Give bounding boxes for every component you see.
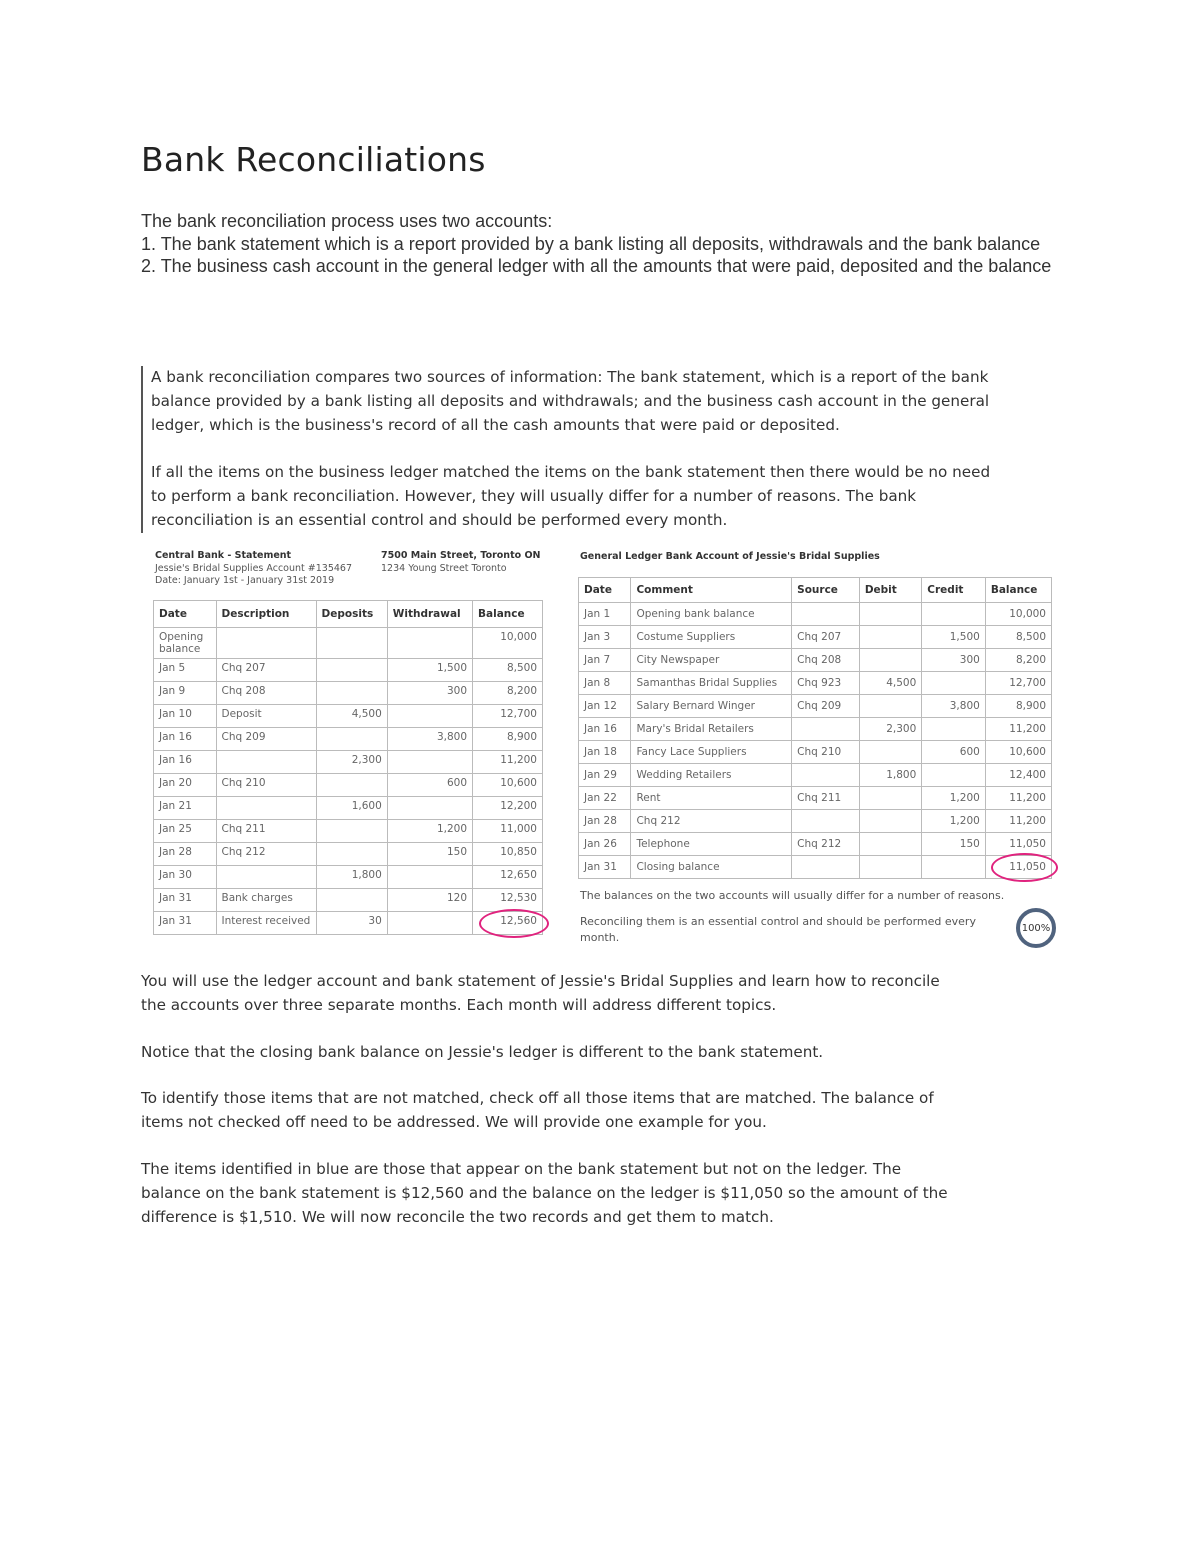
body-paragraph: To identify those items that are not matched, check off all those items that are matched. The balance of items not checked off need to be addressed. We will provide one example for you. — [141, 1089, 934, 1132]
ledger-table-cell — [792, 603, 860, 626]
ledger-table-cell: Chq 212 — [631, 810, 792, 833]
bank-table-cell: Jan 21 — [154, 797, 217, 820]
ledger-table-cell: 150 — [922, 833, 986, 856]
bank-table-row — [154, 889, 543, 912]
bank-table-cell: Deposit — [216, 705, 316, 728]
ledger-table-cell: Jan 1 — [579, 603, 631, 626]
ledger-table-cell — [859, 856, 921, 879]
ledger-table-cell: Chq 208 — [792, 649, 860, 672]
bank-table-cell — [216, 797, 316, 820]
ledger-table-cell: Jan 22 — [579, 787, 631, 810]
bank-table-cell: Chq 208 — [216, 682, 316, 705]
ledger-table-cell: Jan 12 — [579, 695, 631, 718]
bank-table-cell: Chq 210 — [216, 774, 316, 797]
ledger-table-row — [579, 833, 1052, 856]
bank-table-cell: 3,800 — [387, 728, 472, 751]
bank-table-cell: 12,560 — [473, 912, 543, 935]
bank-table-cell — [216, 751, 316, 774]
bank-table-cell — [387, 797, 472, 820]
bank-table-cell: 30 — [316, 912, 387, 935]
bank-table-cell: 4,500 — [316, 705, 387, 728]
highlight-circle — [479, 909, 549, 938]
ledger-table-cell: Samanthas Bridal Supplies — [631, 672, 792, 695]
bank-table-cell: 2,300 — [316, 751, 387, 774]
bank-table-cell: 12,700 — [473, 705, 543, 728]
ledger-table-cell: 11,050 — [985, 856, 1051, 879]
bank-table-cell — [216, 866, 316, 889]
ledger-table-cell — [859, 649, 921, 672]
bank-table-cell: Interest received — [216, 912, 316, 935]
ledger-table-cell: 10,000 — [985, 603, 1051, 626]
ledger-column-header: Credit — [922, 578, 986, 603]
ledger-table-cell: Mary's Bridal Retailers — [631, 718, 792, 741]
ledger-table-cell: 3,800 — [922, 695, 986, 718]
bank-column-header: Balance — [473, 601, 543, 628]
general-ledger — [578, 548, 1058, 946]
bank-table-cell — [387, 751, 472, 774]
ledger-table-cell: Jan 18 — [579, 741, 631, 764]
ledger-table-cell — [922, 718, 986, 741]
bank-table-cell: Jan 28 — [154, 843, 217, 866]
body-text — [141, 970, 961, 1252]
ledger-table-row — [579, 741, 1052, 764]
bank-table-cell: 150 — [387, 843, 472, 866]
ledger-table — [578, 577, 1052, 879]
bank-table-cell: 600 — [387, 774, 472, 797]
ledger-table-row — [579, 672, 1052, 695]
bank-table-cell: Jan 20 — [154, 774, 217, 797]
ledger-table-cell: 11,050 — [985, 833, 1051, 856]
ledger-table-cell: 12,400 — [985, 764, 1051, 787]
ledger-table-cell — [922, 603, 986, 626]
bank-table-cell: Jan 30 — [154, 866, 217, 889]
bank-table-cell: Jan 25 — [154, 820, 217, 843]
ledger-column-header: Date — [579, 578, 631, 603]
ledger-note: The balances on the two accounts will usually differ for a number of reasons. — [580, 889, 1005, 902]
ledger-table-cell: 11,200 — [985, 787, 1051, 810]
ledger-table-cell: Jan 16 — [579, 718, 631, 741]
ledger-table-cell: 12,700 — [985, 672, 1051, 695]
bank-table-row — [154, 843, 543, 866]
bank-table-cell: Chq 212 — [216, 843, 316, 866]
ledger-table-row — [579, 603, 1052, 626]
bank-table-cell: 1,500 — [387, 659, 472, 682]
bank-table-cell: 1,600 — [316, 797, 387, 820]
ledger-table-cell: 1,500 — [922, 626, 986, 649]
ledger-note: Reconciling them is an essential control and should be performed every month. — [580, 915, 976, 944]
bank-table-cell: Chq 207 — [216, 659, 316, 682]
bank-table-cell: 11,000 — [473, 820, 543, 843]
bank-table-row — [154, 659, 543, 682]
ledger-table-cell: Chq 207 — [792, 626, 860, 649]
body-paragraph: You will use the ledger account and bank statement of Jessie's Bridal Supplies and learn how to reconcile the accounts over three separate months. Each month will address different topics. — [141, 972, 940, 1014]
ledger-table-cell — [792, 764, 860, 787]
ledger-table-cell: Jan 3 — [579, 626, 631, 649]
bank-table-cell — [316, 659, 387, 682]
ledger-table-cell: 1,200 — [922, 810, 986, 833]
bank-table-cell: 300 — [387, 682, 472, 705]
ledger-table-cell — [922, 764, 986, 787]
bank-table-cell: 12,650 — [473, 866, 543, 889]
ledger-table-row — [579, 695, 1052, 718]
ledger-table-cell — [922, 672, 986, 695]
bank-table-cell: 120 — [387, 889, 472, 912]
ledger-table-cell: Telephone — [631, 833, 792, 856]
bank-column-header: Date — [154, 601, 217, 628]
bank-table-cell: Jan 9 — [154, 682, 217, 705]
ledger-table-cell: City Newspaper — [631, 649, 792, 672]
bank-table-cell: 10,000 — [473, 628, 543, 659]
ledger-table-cell: Chq 209 — [792, 695, 860, 718]
ledger-table-row — [579, 810, 1052, 833]
ledger-table-cell: Jan 29 — [579, 764, 631, 787]
ledger-table-cell: Jan 31 — [579, 856, 631, 879]
ledger-table-cell: 8,500 — [985, 626, 1051, 649]
bank-table-cell: Chq 211 — [216, 820, 316, 843]
bank-table-row — [154, 866, 543, 889]
bank-table-row — [154, 774, 543, 797]
bank-table-cell — [316, 843, 387, 866]
bank-table-cell: Jan 31 — [154, 912, 217, 935]
ledger-table-cell: Opening bank balance — [631, 603, 792, 626]
body-paragraph: The items identified in blue are those that appear on the bank statement but not on the ledger. The balance on the bank statement is $12,560 and the balance on the ledger is $11,050 so the amount of the difference is $1,510. We will now reconcile the two records and get them to match. — [141, 1159, 948, 1226]
bank-column-header: Withdrawal — [387, 601, 472, 628]
bank-table-row — [154, 682, 543, 705]
ledger-table-cell — [792, 810, 860, 833]
ledger-table-cell: Chq 212 — [792, 833, 860, 856]
ledger-table-cell: Closing balance — [631, 856, 792, 879]
ledger-table-row — [579, 856, 1052, 879]
ledger-title: General Ledger Bank Account of Jessie's Bridal Supplies — [580, 551, 880, 562]
bank-address-2: 1234 Young Street Toronto — [381, 562, 507, 574]
ledger-table-cell: 600 — [922, 741, 986, 764]
bank-column-header: Description — [216, 601, 316, 628]
ledger-table-cell: 11,200 — [985, 718, 1051, 741]
ledger-column-header: Comment — [631, 578, 792, 603]
bank-table-cell — [387, 628, 472, 659]
ledger-table-cell: 2,300 — [859, 718, 921, 741]
ledger-table-cell — [859, 741, 921, 764]
ledger-table-cell: Salary Bernard Winger — [631, 695, 792, 718]
bank-table-row — [154, 628, 543, 659]
bank-table-cell — [216, 628, 316, 659]
ledger-table-cell: 4,500 — [859, 672, 921, 695]
ledger-table-cell: 8,900 — [985, 695, 1051, 718]
bank-table-row — [154, 728, 543, 751]
ledger-column-header: Source — [792, 578, 860, 603]
bank-table-cell: Chq 209 — [216, 728, 316, 751]
body-paragraph: Notice that the closing bank balance on Jessie's ledger is different to the bank statement. — [141, 1042, 824, 1061]
ledger-table-cell: Fancy Lace Suppliers — [631, 741, 792, 764]
intro-line: 2. The business cash account in the general ledger with all the amounts that were paid, deposited and the balance — [141, 256, 1052, 277]
bank-table-cell: Jan 31 — [154, 889, 217, 912]
bank-table-cell — [316, 889, 387, 912]
bank-table-cell — [316, 774, 387, 797]
bank-table-row — [154, 797, 543, 820]
ledger-table-cell: 10,600 — [985, 741, 1051, 764]
ledger-table-row — [579, 649, 1052, 672]
bank-statement-header — [153, 548, 545, 600]
intro-text — [141, 210, 1071, 278]
ledger-table-cell: Jan 8 — [579, 672, 631, 695]
ledger-table-cell — [859, 787, 921, 810]
bank-table-cell — [387, 866, 472, 889]
ledger-table-cell: 300 — [922, 649, 986, 672]
ledger-table-cell: 8,200 — [985, 649, 1051, 672]
bank-table-cell: 12,530 — [473, 889, 543, 912]
ledger-table-cell: Jan 28 — [579, 810, 631, 833]
ledger-table-cell: Chq 211 — [792, 787, 860, 810]
bank-table-cell: 1,200 — [387, 820, 472, 843]
ledger-table-cell: 1,200 — [922, 787, 986, 810]
ledger-table-row — [579, 787, 1052, 810]
page-title: Bank Reconciliations — [141, 140, 486, 179]
bank-table-row — [154, 705, 543, 728]
ledger-table-cell: Jan 7 — [579, 649, 631, 672]
bank-table-cell: 10,600 — [473, 774, 543, 797]
bank-account: Jessie's Bridal Supplies Account #135467 — [155, 562, 352, 574]
quote-paragraph: If all the items on the business ledger matched the items on the bank statement then there would be no need to perform a bank reconciliation. However, they will usually differ for a number of reasons. The bank reconciliation is an essential control and should be performed every month. — [151, 463, 991, 529]
ledger-table-cell: Jan 26 — [579, 833, 631, 856]
ledger-table-cell — [859, 810, 921, 833]
ledger-table-row — [579, 718, 1052, 741]
ledger-table-cell — [859, 603, 921, 626]
ledger-table-cell — [792, 718, 860, 741]
bank-table-cell: Opening balance — [154, 628, 217, 659]
bank-table-cell: 10,850 — [473, 843, 543, 866]
highlight-circle — [991, 853, 1057, 882]
ledger-table-cell: Costume Suppliers — [631, 626, 792, 649]
intro-line: 1. The bank statement which is a report provided by a bank listing all deposits, withdrawals and the bank balance — [141, 233, 1041, 254]
ledger-column-header: Balance — [985, 578, 1051, 603]
bank-table-cell: 11,200 — [473, 751, 543, 774]
bank-table-cell: Jan 10 — [154, 705, 217, 728]
ledger-table-cell: Chq 210 — [792, 741, 860, 764]
intro-line: The bank reconciliation process uses two accounts: — [141, 211, 553, 231]
bank-statement — [153, 548, 545, 935]
ledger-table-cell — [859, 833, 921, 856]
bank-table-cell — [387, 912, 472, 935]
ledger-table-cell: 11,200 — [985, 810, 1051, 833]
bank-table-row — [154, 751, 543, 774]
bank-table-cell: Jan 16 — [154, 728, 217, 751]
bank-dates: Date: January 1st - January 31st 2019 — [155, 575, 335, 586]
ledger-table-cell: Wedding Retailers — [631, 764, 792, 787]
bank-table-cell: 8,500 — [473, 659, 543, 682]
bank-table-cell: Jan 16 — [154, 751, 217, 774]
bank-name: Central Bank - Statement — [155, 550, 292, 561]
bank-table-cell — [316, 628, 387, 659]
ledger-table-cell — [792, 856, 860, 879]
ledger-column-header: Debit — [859, 578, 921, 603]
bank-table-cell: Bank charges — [216, 889, 316, 912]
bank-address: 7500 Main Street, Toronto ON — [381, 550, 541, 561]
bank-table-cell: Jan 5 — [154, 659, 217, 682]
bank-table-cell: 12,200 — [473, 797, 543, 820]
bank-table-cell — [316, 728, 387, 751]
bank-table-cell: 8,900 — [473, 728, 543, 751]
progress-badge: 100% — [1016, 908, 1056, 948]
ledger-table-cell: Chq 923 — [792, 672, 860, 695]
bank-table-cell — [387, 705, 472, 728]
ledger-table-cell: 1,800 — [859, 764, 921, 787]
bank-table-row — [154, 820, 543, 843]
ledger-table-cell: Rent — [631, 787, 792, 810]
bank-table-cell: 1,800 — [316, 866, 387, 889]
ledger-table-row — [579, 626, 1052, 649]
quote-block — [141, 366, 991, 533]
bank-table-cell — [316, 682, 387, 705]
ledger-table-cell — [922, 856, 986, 879]
bank-statement-table — [153, 600, 543, 935]
quote-paragraph: A bank reconciliation compares two sources of information: The bank statement, which is a report of the bank balance provided by a bank listing all deposits and withdrawals; and the business cash account in the general ledger, which is the business's record of all the cash amounts that were paid or deposited. — [151, 368, 990, 434]
ledger-table-cell — [859, 626, 921, 649]
ledger-table-row — [579, 764, 1052, 787]
bank-table-cell — [316, 820, 387, 843]
bank-column-header: Deposits — [316, 601, 387, 628]
ledger-table-cell — [859, 695, 921, 718]
bank-table-cell: 8,200 — [473, 682, 543, 705]
